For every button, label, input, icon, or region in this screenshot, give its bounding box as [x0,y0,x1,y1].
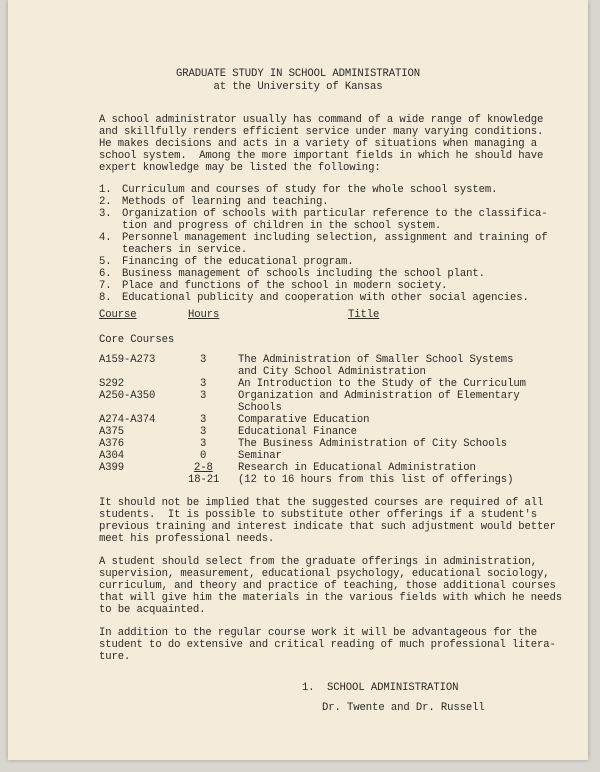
course-title: Seminar [238,450,282,462]
list-item: Educational publicity and cooperation with other social agencies. [122,292,529,304]
text-line: school system. Among the more important fields in which he should have [99,150,544,162]
text-line: curriculum, and theory and practice of teaching, those additional courses [99,580,556,592]
list-item: Place and functions of the school in modern society. [122,280,448,292]
list-item: Business management of schools including the school plant. [122,268,485,280]
course-code: A376 [99,438,125,450]
text-line: meet his professional needs. [99,533,275,545]
text-line: A student should select from the graduate offerings in administration, [99,556,538,568]
list-number: 5. [99,256,112,268]
course-hours: 3 [200,426,207,438]
text-line: ture. [99,651,131,663]
course-code: S292 [99,378,125,390]
footer-section-label: 1. SCHOOL ADMINISTRATION [302,682,459,694]
list-item: Organization of schools with particular reference to the classifica- [122,208,548,220]
text-line: to be acquainted. [99,604,206,616]
list-number: 1. [99,184,112,196]
total-note: (12 to 16 hours from this list of offerings) [238,474,514,486]
text-line: It should not be implied that the suggested courses are required of all [99,497,544,509]
course-title: The Administration of Smaller School Systems [238,354,514,366]
document-title: GRADUATE STUDY IN SCHOOL ADMINISTRATION [175,68,421,80]
course-code: A304 [99,450,125,462]
course-hours: 3 [200,354,207,366]
text-line: that will give him the materials in the various fields with which he needs [99,592,563,604]
course-title-cont: and City School Administration [238,366,426,378]
course-hours: 2-8 [194,462,213,474]
text-line: supervision, measurement, educational psychology, educational sociology, [99,568,550,580]
text-line: students. It is possible to substitute other offerings if a student's [99,509,538,521]
course-title: The Business Administration of City Schools [238,438,508,450]
list-item: Personnel management including selection, assignment and training of [122,232,548,244]
course-hours: 3 [200,378,207,390]
text-line: student to do extensive and critical reading of much professional litera- [99,639,556,651]
course-hours: 3 [200,438,207,450]
text-line: In addition to the regular course work it will be advantageous for the [99,627,538,639]
course-title: Comparative Education [238,414,370,426]
text-line: A school administrator usually has command of a wide range of knowledge [99,114,544,126]
column-header-title: Title [348,309,380,321]
course-title: Educational Finance [238,426,357,438]
course-hours: 0 [200,450,207,462]
list-number: 4. [99,232,112,244]
course-title: Organization and Administration of Elementary [238,390,520,402]
course-title: Research in Educational Administration [238,462,476,474]
column-header-course: Course [99,309,137,321]
column-header-hours: Hours [188,309,220,321]
course-title-cont: Schools [238,402,282,414]
list-item-cont: teachers in service. [122,244,248,256]
course-hours: 3 [200,414,207,426]
total-hours: 18-21 [188,474,220,486]
text-line: and skillfully renders efficient service under many varying conditions. [99,126,544,138]
list-number: 8. [99,292,112,304]
course-code: A375 [99,426,125,438]
list-item-cont: tion and progress of children in the school system. [122,220,442,232]
text-line: expert knowledge may be listed the following: [99,162,381,174]
text-line: previous training and interest indicate that such adjustment would better [99,521,556,533]
document-subtitle: at the University of Kansas [213,81,383,93]
section-label: Core Courses [99,334,175,346]
list-number: 7. [99,280,112,292]
text-line: He makes decisions and acts in a variety of situations when managing a [99,138,538,150]
course-code: A399 [99,462,125,474]
list-item: Methods of learning and teaching. [122,196,329,208]
list-item: Curriculum and courses of study for the whole school system. [122,184,498,196]
list-number: 6. [99,268,112,280]
footer-authors: Dr. Twente and Dr. Russell [322,702,485,714]
course-code: A250-A350 [99,390,156,402]
list-number: 2. [99,196,112,208]
document-page [8,0,588,760]
course-title: An Introduction to the Study of the Curriculum [238,378,526,390]
course-code: A159-A273 [99,354,156,366]
course-hours: 3 [200,390,207,402]
list-item: Financing of the educational program. [122,256,354,268]
list-number: 3. [99,208,112,220]
course-code: A274-A374 [99,414,156,426]
